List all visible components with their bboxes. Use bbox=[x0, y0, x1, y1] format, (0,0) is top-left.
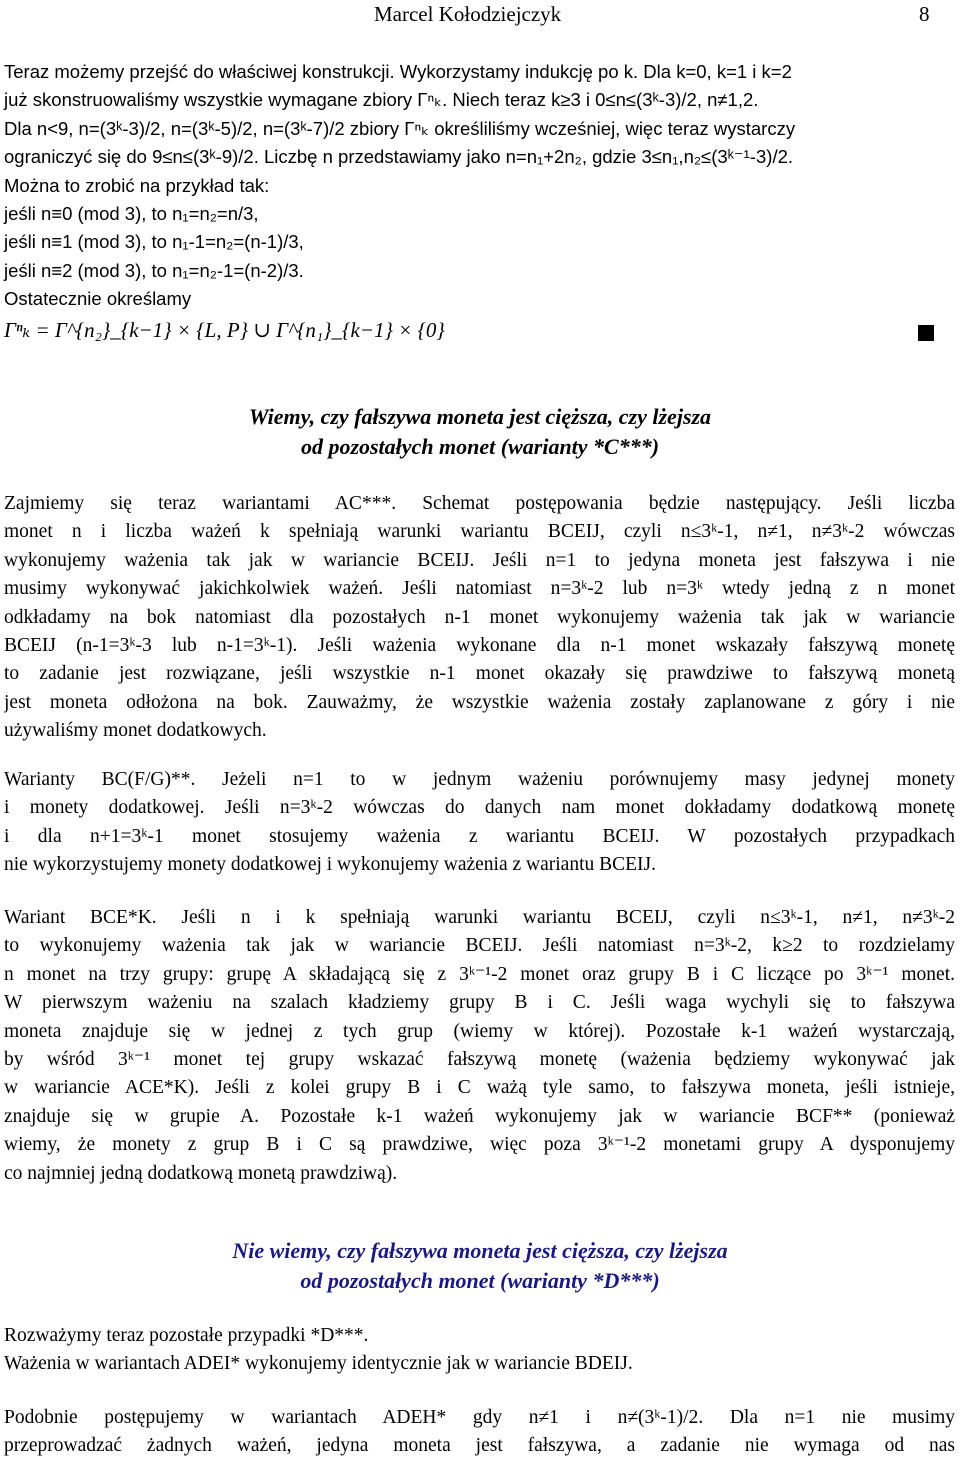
text-line: to zadanie jest rozwiązane, jeśli wszystkie n-1 monet okazały się prawdziwe to fałszywą monetą bbox=[4, 663, 955, 685]
text-line: Warianty BC(F/G)**. Jeżeli n=1 to w jednym ważeniu porównujemy masy jedynej monety bbox=[4, 769, 955, 790]
section-heading-c bbox=[0, 402, 960, 462]
text-line: Ostatecznie określamy bbox=[4, 288, 192, 310]
text-line: jest moneta odłożona na bok. Zauważmy, że wszystkie ważenia zostały zaplanowane z góry i nie bbox=[4, 691, 955, 713]
text-line: odkładamy na bok natomiast dla pozostałych n-1 monet wykonujemy ważenia tak jak w wariancie bbox=[4, 606, 955, 628]
text-line: Wariant BCE*K. Jeśli n i k spełniają warunki wariantu BCEIJ, czyli n≤3ᵏ-1, n≠1, n≠3ᵏ-2 bbox=[4, 907, 955, 928]
text-line: ograniczyć się do 9≤n≤(3ᵏ-9)/2. Liczbę n przedstawiamy jako n=n₁+2n₂, gdzie 3≤n₁,n₂≤(3ᵏ⁻¹-3)/2. bbox=[4, 146, 794, 168]
text-line: jeśli n≡1 (mod 3), to n₁-1=n₂=(n-1)/3, bbox=[4, 231, 304, 253]
construction-paragraph bbox=[4, 58, 955, 314]
text-line: wykonujemy ważenia tak jak w wariancie BCEIJ. Jeśli n=1 to jedyna moneta jest fałszywa i nie bbox=[4, 549, 955, 571]
section-heading-d bbox=[0, 1236, 960, 1296]
text-line: używaliśmy monet dodatkowych. bbox=[4, 720, 267, 742]
text-line: nie wykorzystujemy monety dodatkowej i wykonujemy ważenia z wariantu BCEIJ. bbox=[4, 854, 657, 876]
text-line: Można to zrobić na przykład tak: bbox=[4, 174, 270, 196]
gamma-formula bbox=[4, 318, 445, 354]
text-line: w wariancie ACE*K). Jeśli z kolei grupy B i C ważą tyle samo, to fałszywa moneta, jeśli istnieje, bbox=[4, 1077, 955, 1099]
text-line: W pierwszym ważeniu na szalach kładziemy grupy B i C. Jeśli waga wychyli się to fałszywa bbox=[4, 992, 955, 1014]
text-line: i dla n+1=3ᵏ-1 monet stosujemy ważenia z wariantu BCEIJ. W pozostałych przypadkach bbox=[4, 825, 955, 847]
text-line: i monety dodatkowej. Jeśli n=3ᵏ-2 wówczas do danych nam monet dokładamy dodatkową monetę bbox=[4, 797, 955, 819]
text-line: co najmniej jedną dodatkową monetą prawdziwą). bbox=[4, 1162, 398, 1184]
text-line: Dla n<9, n=(3ᵏ-3)/2, n=(3ᵏ-5)/2, n=(3ᵏ-7)/2 zbiory Γⁿₖ określiliśmy wcześniej, więc teraz wystarczy bbox=[4, 117, 796, 139]
text-line: wiemy, że monety z grup B i C są prawdziwe, więc poza 3ᵏ⁻¹-2 monetami grupy A dysponujemy bbox=[4, 1134, 955, 1156]
page-number: 8 bbox=[919, 2, 930, 26]
heading-line: Nie wiemy, czy fałszywa moneta jest cięższa, czy lżejsza bbox=[232, 1238, 728, 1263]
qed-square-icon bbox=[918, 325, 934, 341]
text-line: by wśród 3ᵏ⁻¹ monet tej grupy wskazać fałszywą monetę (ważenia będziemy wykonywać jak bbox=[4, 1048, 955, 1070]
heading-line: Wiemy, czy fałszywa moneta jest cięższa, czy lżejsza bbox=[248, 404, 712, 429]
formula-text: Γⁿₖ = Γ^{n₂}_{k−1} × {L, P} ∪ Γ^{n₁}_{k−1} × {0} bbox=[4, 318, 445, 342]
text-line: Rozważymy teraz pozostałe przypadki *D***. bbox=[4, 1325, 369, 1346]
text-line: monet n i liczba ważeń k spełniają warunki wariantu BCEIJ, czyli n≤3ᵏ-1, n≠1, n≠3ᵏ-2 wówczas bbox=[4, 521, 955, 543]
text-line: jeśli n≡2 (mod 3), to n₁=n₂-1=(n-2)/3. bbox=[4, 259, 304, 281]
text-line: BCEIJ (n-1=3ᵏ-3 lub n-1=3ᵏ-1). Jeśli ważenia wykonane dla n-1 monet wskazały fałszywą monetę bbox=[4, 634, 955, 656]
text-line: moneta znajduje się w jednej z tych grup (wiemy w której). Pozostałe k-1 ważeń wystarczają, bbox=[4, 1020, 955, 1042]
text-line: Zajmiemy się teraz wariantami AC***. Schemat postępowania będzie następujący. Jeśli liczba bbox=[4, 493, 955, 514]
heading-line: od pozostałych monet (warianty *D***) bbox=[300, 1268, 660, 1293]
heading-line: od pozostałych monet (warianty *C***) bbox=[300, 434, 660, 459]
header-author: Marcel Kołodziejczyk bbox=[374, 2, 562, 26]
paragraph-adeh bbox=[4, 1404, 955, 1461]
paragraph-bcfg bbox=[4, 766, 955, 880]
text-line: przeprowadzać żadnych ważeń, jedyna moneta jest fałszywa, a zadanie nie wymaga od nas bbox=[4, 1435, 955, 1457]
paragraph-d-intro bbox=[4, 1322, 955, 1379]
text-line: już skonstruowaliśmy wszystkie wymagane zbiory Γⁿₖ. Niech teraz k≥3 i 0≤n≤(3ᵏ-3)/2, n≠1,2. bbox=[4, 89, 759, 111]
text-line: to wykonujemy ważenia tak jak w wariancie BCEIJ. Jeśli natomiast n=3ᵏ-2, k≥2 to rozdzielamy bbox=[4, 935, 955, 957]
text-line: Teraz możemy przejść do właściwej konstrukcji. Wykorzystamy indukcję po k. Dla k=0, k=1 i k=2 bbox=[4, 61, 792, 82]
text-line: Ważenia w wariantach ADEI* wykonujemy identycznie jak w wariancie BDEIJ. bbox=[4, 1353, 633, 1375]
text-line: znajduje się w grupie A. Pozostałe k-1 ważeń wykonujemy jak w wariancie BCF** (ponieważ bbox=[4, 1105, 955, 1127]
paragraph-ac bbox=[4, 490, 955, 746]
text-line: jeśli n≡0 (mod 3), to n₁=n₂=n/3, bbox=[4, 202, 259, 224]
text-line: musimy wykonywać jakichkolwiek ważeń. Jeśli natomiast n=3ᵏ-2 lub n=3ᵏ wtedy jedną z n monet bbox=[4, 578, 955, 600]
text-line: Podobnie postępujemy w wariantach ADEH* gdy n≠1 i n≠(3ᵏ-1)/2. Dla n=1 nie musimy bbox=[4, 1407, 955, 1428]
text-line: n monet na trzy grupy: grupę A składającą się z 3ᵏ⁻¹-2 monet oraz grupy B i C liczące po 3ᵏ⁻¹ monet. bbox=[4, 963, 955, 985]
paragraph-bcek bbox=[4, 904, 955, 1188]
page-header bbox=[0, 2, 960, 26]
